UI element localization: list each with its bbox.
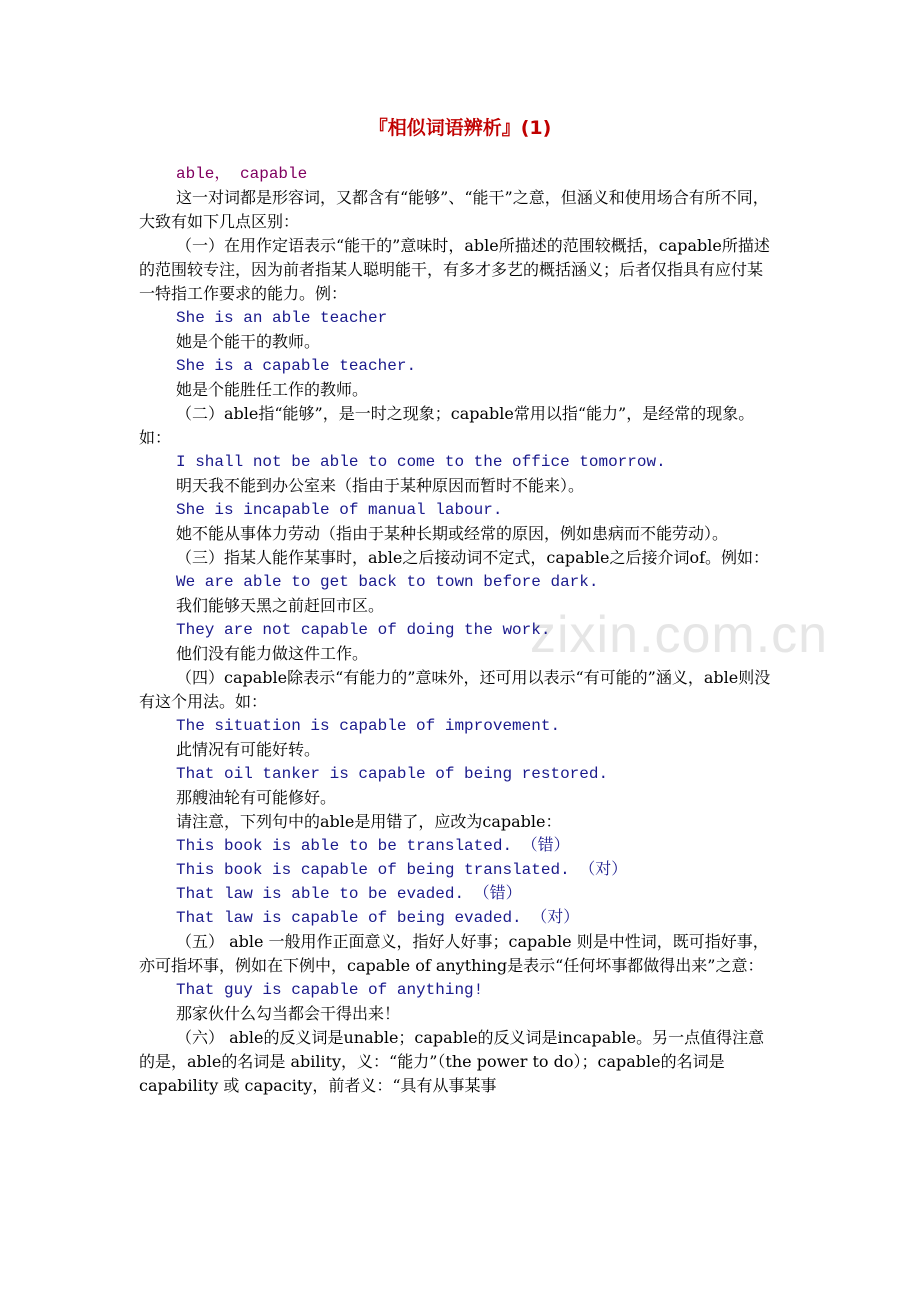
paragraph-zh: （四）capable除表示“有能力的”意味外，还可用以表示“有可能的”涵义，able则没有这个用法。如：	[139, 668, 771, 711]
paragraph-en: That oil tanker is capable of being restored.	[176, 765, 609, 783]
paragraph-zh: 她是个能干的教师。	[176, 332, 321, 351]
paragraph-zh: 明天我不能到办公室来（指由于某种原因而暂时不能来）。	[176, 476, 585, 495]
paragraph-zh: （五） able 一般用作正面意义，指好人好事；capable 则是中性词，既可指好事，亦可指坏事，例如在下例中，capable of anything是表示“任何坏事都做得出来”之意：	[139, 932, 769, 975]
paragraph-en: That guy is capable of anything!	[176, 981, 484, 999]
paragraph-en: This book is able to be translated. （错）	[176, 837, 570, 855]
paragraph-en: We are able to get back to town before dark.	[176, 573, 599, 591]
paragraph-zh: 这一对词都是形容词，又都含有“能够”、“能干”之意，但涵义和使用场合有所不同，大致有如下几点区别：	[139, 188, 769, 231]
paragraph-en: That law is able to be evaded. （错）	[176, 885, 522, 903]
paragraph-zh: （六） able的反义词是unable；capable的反义词是incapable。另一点值得注意的是，able的名词是 ability，义：“能力”（the power to do）；capable的名词是capability 或 capacity，前者义：“具有从事某事	[139, 1028, 765, 1095]
paragraph-zh: 此情况有可能好转。	[176, 740, 321, 759]
paragraph-zh: （二）able指“能够”，是一时之现象；capable常用以指“能力”，是经常的现象。如：	[139, 404, 755, 447]
paragraph-en: I shall not be able to come to the office tomorrow.	[176, 453, 666, 471]
paragraph-en: The situation is capable of improvement.	[176, 717, 561, 735]
paragraph-head: able， capable	[176, 165, 308, 183]
paragraph-zh: 那艘油轮有可能修好。	[176, 788, 337, 807]
paragraph-zh: （三）指某人能作某事时，able之后接动词不定式，capable之后接介词of。例如：	[176, 548, 770, 567]
paragraph-en: That law is capable of being evaded. （对）	[176, 909, 580, 927]
paragraph-zh: 她是个能胜任工作的教师。	[176, 380, 369, 399]
watermark: zixin.com.cn	[530, 606, 829, 664]
paragraph-en: She is incapable of manual labour.	[176, 501, 503, 519]
paragraph-en: She is a capable teacher.	[176, 357, 417, 375]
paragraph-en: She is an able teacher	[176, 309, 388, 327]
paragraph-zh: 请注意，下列句中的able是用错了，应改为capable：	[176, 812, 562, 831]
paragraph-zh: 他们没有能力做这件工作。	[176, 644, 369, 663]
paragraph-zh: 那家伙什么勾当都会干得出来！	[176, 1004, 401, 1023]
document-body	[139, 162, 775, 1098]
paragraph-zh: 我们能够天黑之前赶回市区。	[176, 596, 385, 615]
paragraph-en: This book is capable of being translated. （对）	[176, 861, 628, 879]
paragraph-zh: 她不能从事体力劳动（指由于某种长期或经常的原因，例如患病而不能劳动）。	[176, 524, 729, 543]
page-title: 『相似词语辨析』(1)	[368, 117, 552, 139]
paragraph-en: They are not capable of doing the work.	[176, 621, 551, 639]
paragraph-zh: （一）在用作定语表示“能干的”意味时，able所描述的范围较概括，capable所描述的范围较专注，因为前者指某人聪明能干，有多才多艺的概括涵义；后者仅指具有应付某一特指工作要求的能力。例：	[139, 236, 770, 303]
